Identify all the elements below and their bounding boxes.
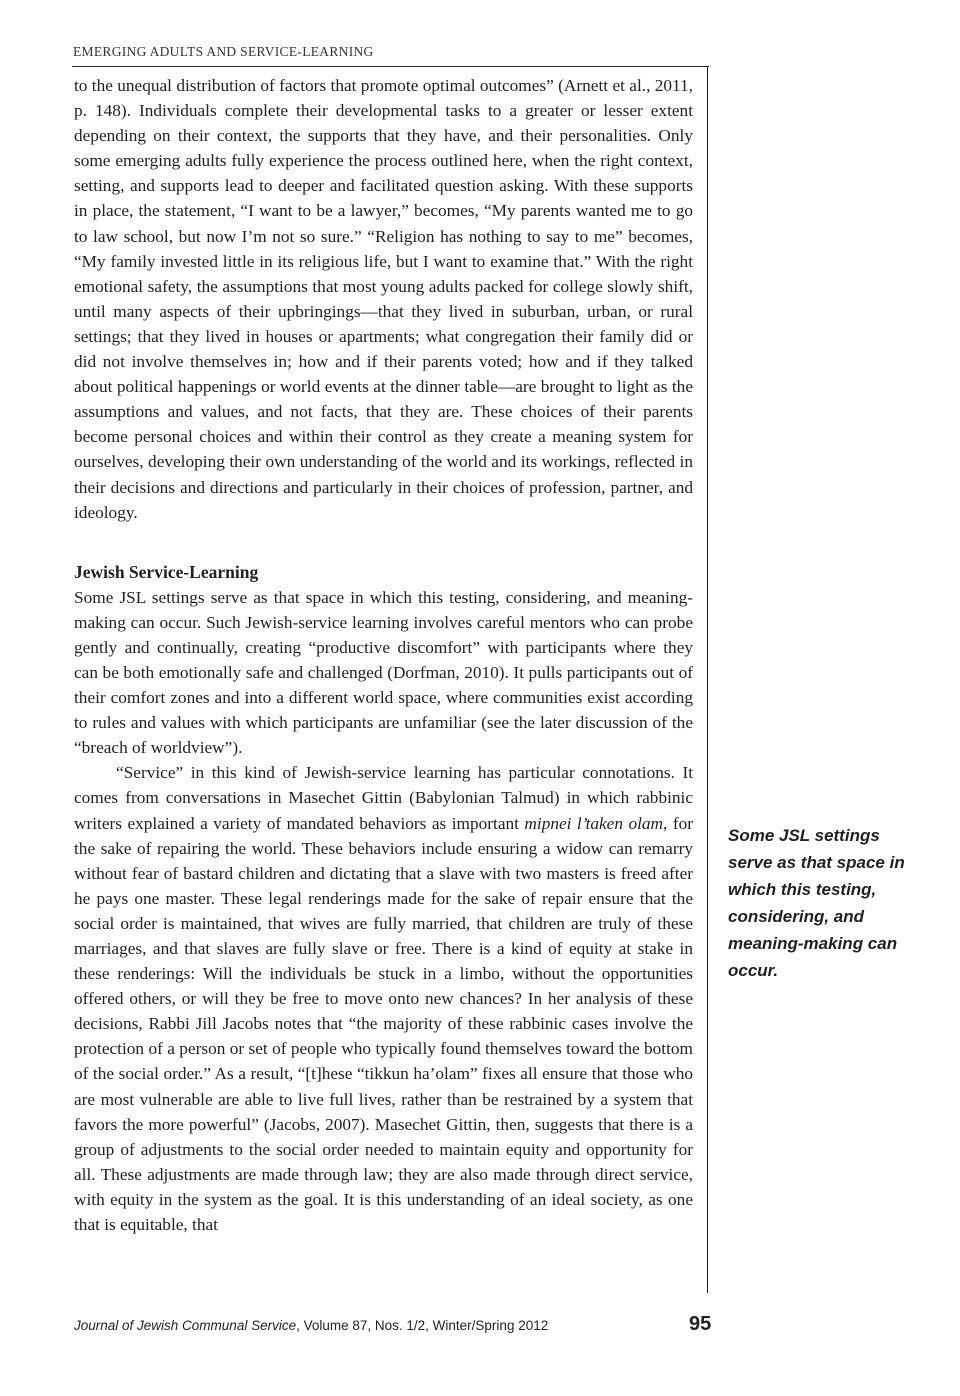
pull-quote: Some JSL settings serve as that space in which this testing, considering, and meaning-making can occur. [728, 826, 905, 980]
page-number: 95 [689, 1313, 712, 1335]
top-rule [72, 66, 709, 67]
body-paragraph: to the unequal distribution of factors that promote optimal outcomes” (Arnett et al., 2011, p. 148). Individuals complete their developmental tasks to a greater or lesser extent depending on their context, the supports that they have, and their personalities. Only some emerging adults fully experience the process outlined here, when the right context, setting, and supports lead to deeper and facilitated question asking. With these supports in place, the statement, “I want to be a lawyer,” becomes, “My parents wanted me to go to law school, but now I’m not so sure.” “Religion has nothing to say to me” becomes, “My family invested little in its religious life, but I want to examine that.” With the right emotional safety, the assumptions that most young adults packed for college slowly shift, until many aspects of their upbringings—that they lived in suburban, urban, or rural settings; that they lived in houses or apartments; what congregation their family did or did not involve themselves in; how and if their parents voted; how and if they talked about political happenings or world events at the dinner table—are brought to light as the assumptions and values, and not facts, that they are. These choices of their parents become personal choices and within their control as they create a meaning system for ourselves, developing their own understanding of the world and its workings, reflected in their decisions and directions and particularly in their choices of profession, partner, and ideology. [74, 76, 693, 522]
paragraph-text: “Service” in this kind of Jewish-service learning has particular connotations. It comes from conversations in Masechet Gittin (Babylonian Talmud) in which rabbinic writers explained a variety of mandated behaviors as important [74, 763, 693, 833]
footer-citation [74, 1318, 548, 1333]
hebrew-term: mipnei l’taken olam [524, 813, 664, 833]
body-paragraph: Some JSL settings serve as that space in which this testing, considering, and meaning-making can occur. Such Jewish-service learning involves careful mentors who can probe gently and continually, creating “productive discomfort” with participants where they can be both emotionally safe and challenged (Dorfman, 2010). It pulls participants out of their comfort zones and into a different world space, where communities exist according to rules and values with which participants are unfamiliar (see the later discussion of the “breach of worldview”). [74, 587, 693, 758]
paragraph-text: , for the sake of repairing the world. These behaviors include ensuring a widow can remarry without fear of bastard children and dictating that a slave with two masters is freed after he pays one master. These legal renderings made for the sake of repair ensure that the social order is maintained, that wives are fully married, that children are truly of these marriages, and that slaves are fully slave or free. There is a kind of equity at stake in these renderings: Will the individuals be stuck in a limbo, without the opportunities offered others, or will they be free to move onto new chances? In her analysis of these decisions, Rabbi Jill Jacobs notes that “the majority of these rabbinic cases involve the protection of a person or set of people who typically found themselves toward the bottom of the social order.” As a result, “[t]hese “tikkun ha’olam” fixes all ensure that those who are most vulnerable are able to live full lives, rather than be restrained by a system that favors the more powerful” (Jacobs, 2007). Masechet Gittin, then, suggests that there is a group of adjustments to the social order needed to maintain equity and opportunity for all. These adjustments are made through law; they are also made through direct service, with equity in the system as the goal. It is this understanding of an ideal society, as one that is equitable, that [74, 813, 693, 1235]
issue-details: , Volume 87, Nos. 1/2, Winter/Spring 2012 [296, 1318, 549, 1333]
main-column [74, 73, 693, 1237]
running-head: EMERGING ADULTS AND SERVICE-LEARNING [73, 44, 374, 59]
section-heading: Jewish Service-Learning [74, 561, 259, 582]
right-column-rule [707, 66, 708, 1293]
journal-title: Journal of Jewish Communal Service [74, 1318, 297, 1333]
body-paragraph [74, 760, 693, 1237]
